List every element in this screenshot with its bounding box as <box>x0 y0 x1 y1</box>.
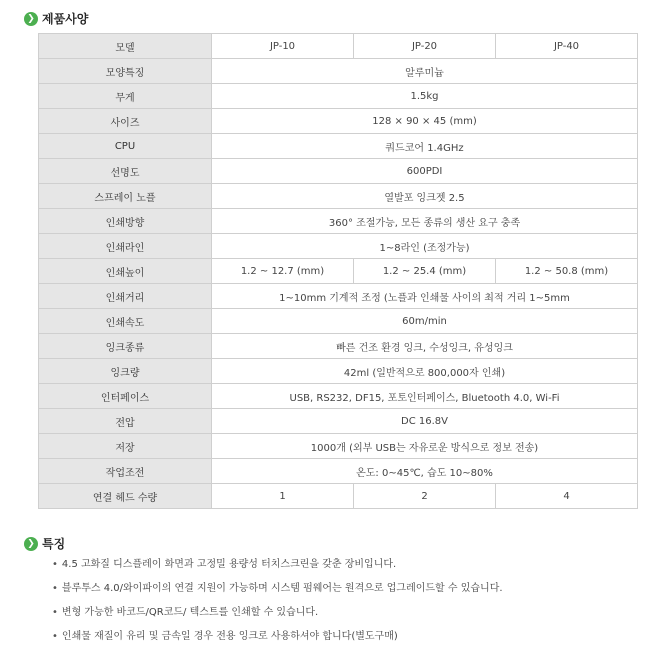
feature-item <box>52 581 503 605</box>
table-row <box>39 109 638 134</box>
row-value: 열발포 잉크젯 2.5 <box>212 184 638 209</box>
feature-text: 블루투스 4.0/와이파이의 연결 지원이 가능하며 시스템 펌웨어는 원격으로 업그레이드할 수 있습니다. <box>61 583 503 594</box>
feature-item <box>52 605 503 629</box>
table-row <box>39 334 638 359</box>
row-value: 1~8라인 (조정가능) <box>212 234 638 259</box>
table-row <box>39 309 638 334</box>
row-label: 인쇄거리 <box>39 284 212 309</box>
table-row <box>39 84 638 109</box>
table-header-row <box>39 34 638 59</box>
bullet-dot-icon: • <box>52 631 58 642</box>
row-value-cell: 1.2 ~ 50.8 (mm) <box>496 259 638 284</box>
row-label: 인쇄방향 <box>39 209 212 234</box>
row-label: 무게 <box>39 84 212 109</box>
model-jp10: JP-10 <box>212 34 354 59</box>
table-row <box>39 484 638 509</box>
table-row <box>39 359 638 384</box>
table-row <box>39 209 638 234</box>
row-value: 1~10mm 기계적 조정 (노플과 인쇄물 사이의 최적 거리 1~5mm <box>212 284 638 309</box>
feature-text: 4.5 고화질 디스플레이 화면과 고정밀 용량성 터치스크린을 갖춘 장비입니다. <box>61 559 397 570</box>
feature-list <box>52 557 503 653</box>
row-label: 사이즈 <box>39 109 212 134</box>
chevron-right-icon: ❯ <box>24 12 38 26</box>
row-value-cell: 1.2 ~ 12.7 (mm) <box>212 259 354 284</box>
table-row <box>39 159 638 184</box>
row-value: 600PDI <box>212 159 638 184</box>
row-label: 연결 헤드 수량 <box>39 484 212 509</box>
row-label: 잉크량 <box>39 359 212 384</box>
table-row <box>39 384 638 409</box>
row-value: USB, RS232, DF15, 포토인터페이스, Bluetooth 4.0, Wi-Fi <box>212 384 638 409</box>
row-value: 128 × 90 × 45 (mm) <box>212 109 638 134</box>
row-value: 360° 조절가능, 모든 종류의 생산 요구 충족 <box>212 209 638 234</box>
table-row <box>39 259 638 284</box>
row-value: 빠른 건조 환경 잉크, 수성잉크, 유성잉크 <box>212 334 638 359</box>
row-value: 60m/min <box>212 309 638 334</box>
row-label: 전압 <box>39 409 212 434</box>
row-label: 선명도 <box>39 159 212 184</box>
row-value: 1000개 (외부 USB는 자유로운 방식으로 정보 전송) <box>212 434 638 459</box>
bullet-dot-icon: • <box>52 607 58 618</box>
row-value-cell: 1 <box>212 484 354 509</box>
row-label: 인쇄높이 <box>39 259 212 284</box>
row-label: 잉크종류 <box>39 334 212 359</box>
spec-section-title <box>24 10 88 27</box>
row-label: 인쇄속도 <box>39 309 212 334</box>
model-header-label: 모델 <box>39 34 212 59</box>
row-label: 모양특징 <box>39 59 212 84</box>
row-value-cell: 1.2 ~ 25.4 (mm) <box>354 259 496 284</box>
row-value: 42ml (일반적으로 800,000자 인쇄) <box>212 359 638 384</box>
feature-title-label: 특징 <box>42 537 66 551</box>
table-row <box>39 234 638 259</box>
row-value-cell: 2 <box>354 484 496 509</box>
feature-text: 인쇄물 재질이 유리 및 금속일 경우 전용 잉크로 사용하셔야 합니다(별도구매) <box>61 631 398 642</box>
feature-text: 변형 가능한 바코드/QR코드/ 텍스트를 인쇄할 수 있습니다. <box>61 607 319 618</box>
table-row <box>39 59 638 84</box>
row-label: 스프레이 노플 <box>39 184 212 209</box>
row-value: 알루미늄 <box>212 59 638 84</box>
model-jp40: JP-40 <box>496 34 638 59</box>
bullet-dot-icon: • <box>52 559 58 570</box>
table-row <box>39 134 638 159</box>
row-label: CPU <box>39 134 212 159</box>
table-row <box>39 459 638 484</box>
row-value: 1.5kg <box>212 84 638 109</box>
row-label: 작업조전 <box>39 459 212 484</box>
row-label: 인터페이스 <box>39 384 212 409</box>
row-value: 쿼드코어 1.4GHz <box>212 134 638 159</box>
feature-section-title <box>24 535 65 552</box>
spec-table <box>38 33 638 509</box>
table-row <box>39 434 638 459</box>
bullet-dot-icon: • <box>52 583 58 594</box>
row-label: 저장 <box>39 434 212 459</box>
table-row <box>39 284 638 309</box>
feature-item <box>52 629 503 653</box>
spec-title-label: 제품사양 <box>42 12 89 26</box>
row-value: DC 16.8V <box>212 409 638 434</box>
table-row <box>39 409 638 434</box>
row-label: 인쇄라인 <box>39 234 212 259</box>
feature-item <box>52 557 503 581</box>
row-value: 온도: 0~45℃, 습도 10~80% <box>212 459 638 484</box>
chevron-right-icon: ❯ <box>24 537 38 551</box>
model-jp20: JP-20 <box>354 34 496 59</box>
table-row <box>39 184 638 209</box>
row-value-cell: 4 <box>496 484 638 509</box>
